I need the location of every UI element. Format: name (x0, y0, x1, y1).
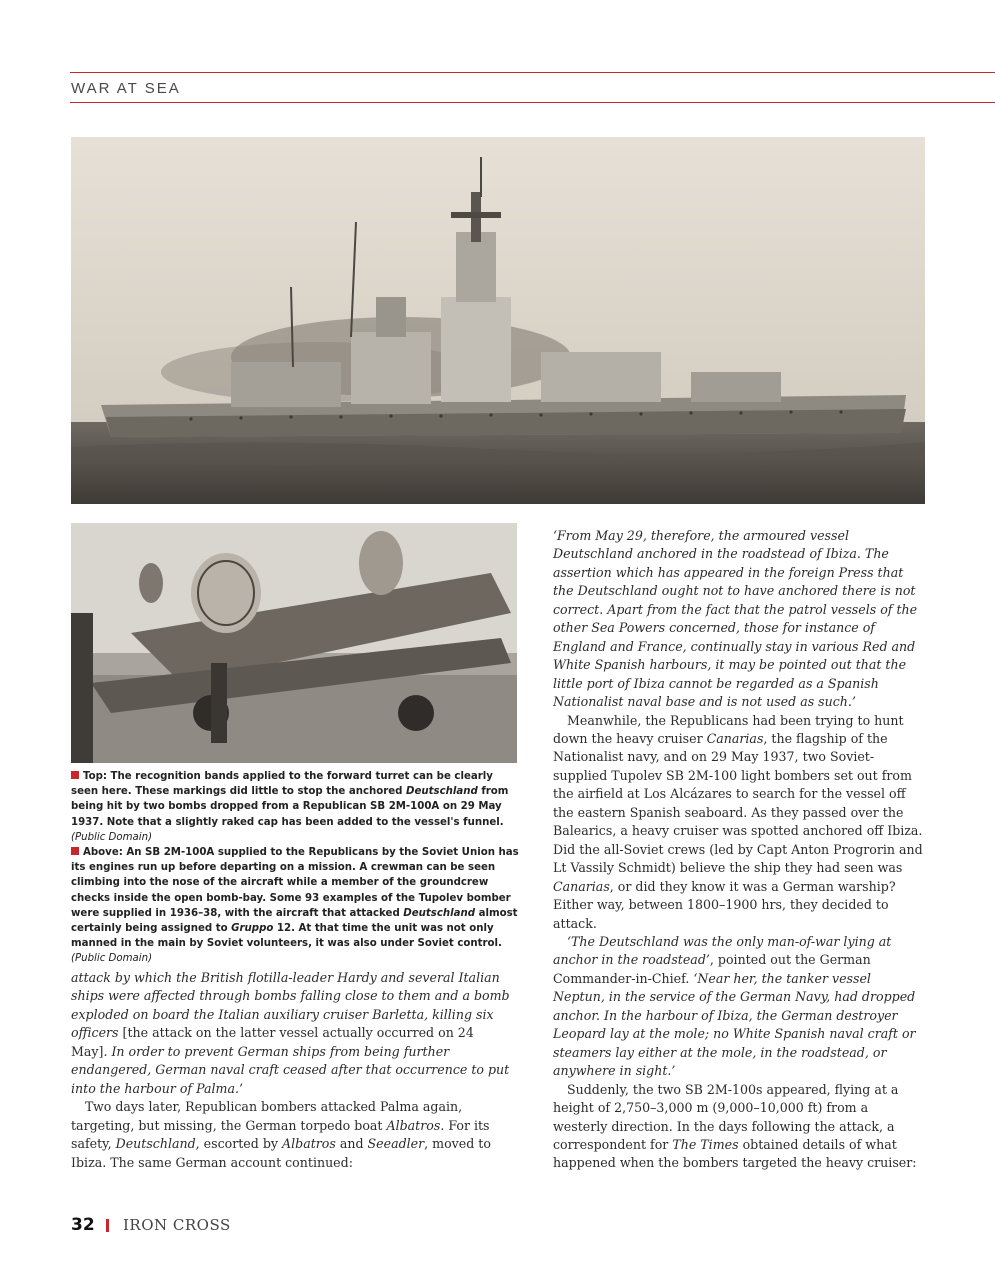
section-label: WAR AT SEA (71, 80, 181, 97)
aircraft-illustration (71, 523, 517, 763)
caption-credit: (Public Domain) (71, 831, 153, 843)
caption-credit: (Public Domain) (71, 953, 153, 965)
body-column-right (553, 527, 925, 1173)
magazine-title: IRON CROSS (123, 1216, 231, 1234)
warship-photo (71, 137, 925, 504)
photo-caption (71, 769, 521, 967)
body-column-left (71, 969, 511, 1172)
paragraph: attack by which the British flotilla-leader Hardy and several Italian ships were affected through bombs falling close to them and a bomb exploded on board the Italian auxiliary cruiser Barletta, killing six officers [the attack on the latter vessel actually occurred on 24 May]. In order to prevent German ships from being further endangered, German naval craft ceased after that occurrence to put into the harbour of Palma.’ (71, 970, 510, 1096)
caption-bullet (71, 847, 79, 855)
paragraph: Suddenly, the two SB 2M-100s appeared, flying at a height of 2,750–3,000 m (9,000–10,000 ft) from a westerly direction. In the days following the attack, a correspondent for The Times obtained details of what happened when the bombers targeted the heavy cruiser: (553, 1081, 917, 1171)
aircraft-photo (71, 523, 517, 763)
warship-illustration (71, 137, 925, 504)
paragraph: Two days later, Republican bombers attacked Palma again, targeting, but missing, the German torpedo boat Albatros. For its safety, Deutschland, escorted by Albatros and Seeadler, moved to Ibiza. The same German account continued: (71, 1099, 491, 1170)
caption-above-label: Above: (83, 847, 123, 859)
page-number: 32 (71, 1215, 95, 1235)
caption-top: Top: The recognition bands applied to the forward turret can be clearly seen here. These markings did little to stop the anchored Deutschland from being hit by two bombs dropped from a Republican SB 2M-100A on 29 May 1937. Note that a slightly raked cap has been added to the vessel's funnel. (Public Domain) (71, 771, 509, 843)
header-rule-bottom (70, 102, 995, 103)
footer-divider (106, 1219, 109, 1232)
caption-bullet (71, 771, 79, 779)
caption-above: Above: An SB 2M-100A supplied to the Republicans by the Soviet Union has its engines run up before departing on a mission. A crewman can be seen climbing into the nose of the aircraft while a member of the groundcrew checks inside the open bomb-bay. Some 93 examples of the Tupolev bomber were supplied in 1936–38, with the aircraft that attacked Deutschland almost certainly being assigned to Gruppo 12. At that time the unit was not only manned in the main by Soviet volunteers, it was also under Soviet control. (Public Domain) (71, 847, 519, 965)
paragraph: Meanwhile, the Republicans had been trying to hunt down the heavy cruiser Canarias, the flagship of the Nationalist navy, and on 29 May 1937, two Soviet-supplied Tupolev SB 2M-100 light bombers set out from the airfield at Los Alcázares to search for the vessel off the eastern Spanish seaboard. As they passed over the Balearics, a heavy cruiser was spotted anchored off Ibiza. Did the all-Soviet crews (led by Capt Anton Progrorin and Lt Vassily Schmidt) believe the ship they had seen was Canarias, or did they know it was a German warship? Either way, between 1800–1900 hrs, they decided to attack. (553, 712, 923, 931)
paragraph: ‘The Deutschland was the only man-of-war lying at anchor in the roadstead’, pointed out the German Commander-in-Chief. ‘Near her, the tanker vessel Neptun, in the service of the German Navy, had dropped anchor. In the harbour of Ibiza, the German destroyer Leopard lay at the mole; no White Spanish naval craft or steamers lay either at the mole, in the roadstead, or anywhere in sight.’ (553, 933, 916, 1079)
caption-top-label: Top: (83, 771, 107, 782)
header-rule-top (70, 72, 995, 73)
paragraph: ‘From May 29, therefore, the armoured vessel Deutschland anchored in the roadstead of Ibiza. The assertion which has appeared in the foreign Press that the Deutschland ought not to have anchored there is not correct. Apart from the fact that the patrol vessels of the other Sea Powers concerned, those for instance of England and France, continually stay in various Red and White Spanish harbours, it may be pointed out that the little port of Ibiza cannot be regarded as a Spanish Nationalist naval base and is not used as such.’ (553, 528, 918, 710)
